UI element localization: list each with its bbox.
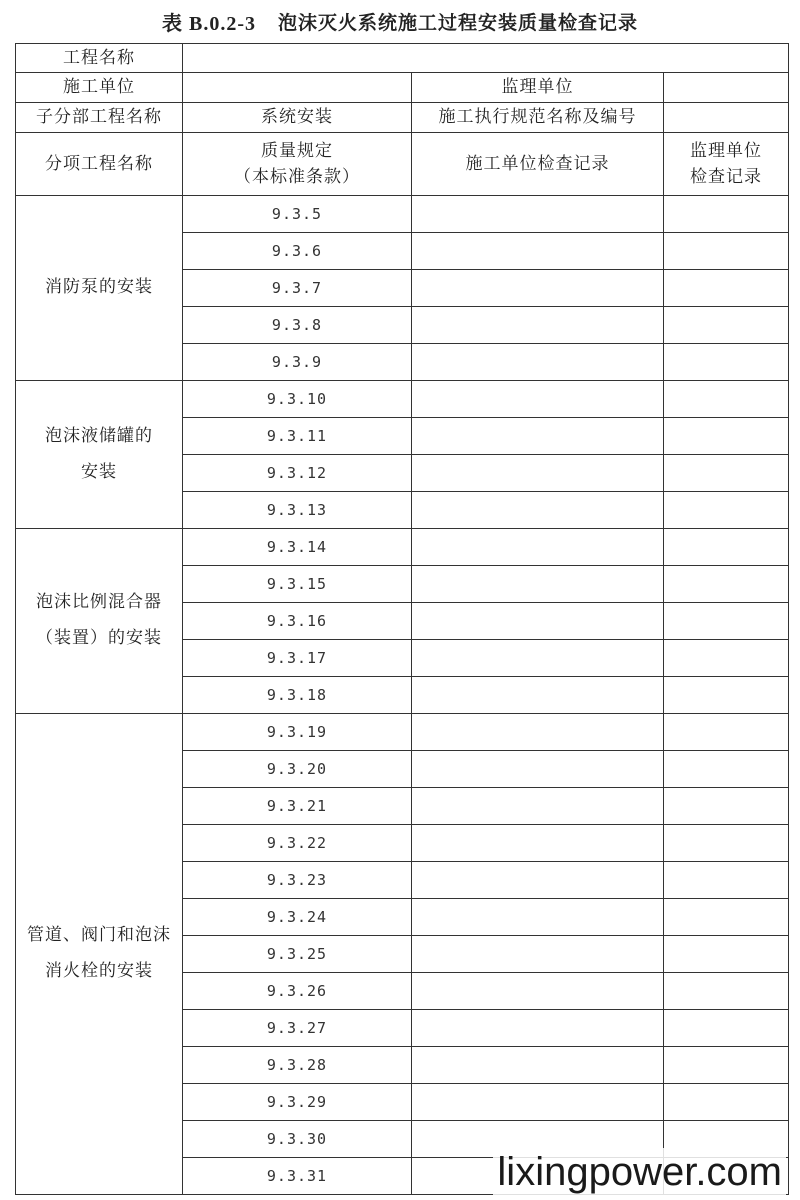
item-name-cell bbox=[16, 529, 183, 714]
clause-number: 9.3.24 bbox=[183, 899, 412, 936]
construction-record-cell[interactable] bbox=[412, 714, 664, 751]
clause-number: 9.3.19 bbox=[183, 714, 412, 751]
project-name-row bbox=[16, 44, 789, 73]
table-title-text: 泡沫灭火系统施工过程安装质量检查记录 bbox=[277, 11, 638, 34]
supervision-record-cell[interactable] bbox=[664, 936, 789, 973]
clause-number: 9.3.15 bbox=[183, 566, 412, 603]
item-name-line: 泡沫液储罐的 bbox=[45, 425, 153, 446]
construction-record-cell[interactable] bbox=[412, 1010, 664, 1047]
construction-record-cell[interactable] bbox=[412, 640, 664, 677]
table-body bbox=[16, 44, 789, 1195]
item-name-cell bbox=[16, 714, 183, 1195]
clause-number: 9.3.31 bbox=[183, 1158, 412, 1195]
site-watermark: lixingpower.com bbox=[493, 1148, 786, 1196]
clause-number: 9.3.8 bbox=[183, 307, 412, 344]
construction-record-cell[interactable] bbox=[412, 936, 664, 973]
construction-record-cell[interactable] bbox=[412, 233, 664, 270]
supervision-record-cell[interactable] bbox=[664, 307, 789, 344]
supervision-record-cell[interactable] bbox=[664, 492, 789, 529]
item-name-cell bbox=[16, 381, 183, 529]
supervision-record-cell[interactable] bbox=[664, 455, 789, 492]
clause-number: 9.3.17 bbox=[183, 640, 412, 677]
supervision-record-cell[interactable] bbox=[664, 233, 789, 270]
clause-number: 9.3.27 bbox=[183, 1010, 412, 1047]
clause-number: 9.3.11 bbox=[183, 418, 412, 455]
clause-row bbox=[16, 529, 789, 566]
construction-unit-field[interactable] bbox=[183, 73, 412, 103]
construction-record-cell[interactable] bbox=[412, 344, 664, 381]
supervision-record-cell[interactable] bbox=[664, 640, 789, 677]
item-name-line: （装置）的安装 bbox=[36, 628, 162, 648]
clause-number: 9.3.29 bbox=[183, 1084, 412, 1121]
construction-record-header: 施工单位检查记录 bbox=[412, 133, 664, 196]
construction-record-cell[interactable] bbox=[412, 603, 664, 640]
supervision-record-cell[interactable] bbox=[664, 825, 789, 862]
supervision-record-cell[interactable] bbox=[664, 603, 789, 640]
clause-number: 9.3.16 bbox=[183, 603, 412, 640]
supervision-record-cell[interactable] bbox=[664, 899, 789, 936]
clause-number: 9.3.23 bbox=[183, 862, 412, 899]
supervision-record-cell[interactable] bbox=[664, 862, 789, 899]
sub-project-row bbox=[16, 103, 789, 133]
clause-number: 9.3.14 bbox=[183, 529, 412, 566]
quality-rule-header-line1: 质量规定 bbox=[261, 140, 333, 161]
clause-number: 9.3.9 bbox=[183, 344, 412, 381]
item-name-line: 管道、阀门和泡沫 bbox=[27, 925, 171, 946]
item-name-line: 安装 bbox=[81, 461, 117, 482]
construction-record-cell[interactable] bbox=[412, 788, 664, 825]
construction-record-cell[interactable] bbox=[412, 1047, 664, 1084]
clause-row bbox=[16, 714, 789, 751]
clause-number: 9.3.12 bbox=[183, 455, 412, 492]
supervision-record-cell[interactable] bbox=[664, 788, 789, 825]
supervision-record-cell[interactable] bbox=[664, 1047, 789, 1084]
supervision-record-cell[interactable] bbox=[664, 529, 789, 566]
quality-rule-header-line2: （本标准条款） bbox=[234, 167, 360, 187]
construction-record-cell[interactable] bbox=[412, 455, 664, 492]
supervision-record-header-line2: 检查记录 bbox=[690, 167, 762, 187]
clause-number: 9.3.28 bbox=[183, 1047, 412, 1084]
construction-unit-label: 施工单位 bbox=[16, 73, 183, 103]
sub-project-value: 系统安装 bbox=[183, 103, 412, 133]
supervision-unit-field[interactable] bbox=[664, 73, 789, 103]
construction-record-cell[interactable] bbox=[412, 381, 664, 418]
clause-number: 9.3.6 bbox=[183, 233, 412, 270]
clause-number: 9.3.10 bbox=[183, 381, 412, 418]
clause-number: 9.3.22 bbox=[183, 825, 412, 862]
supervision-record-cell[interactable] bbox=[664, 196, 789, 233]
construction-unit-row bbox=[16, 73, 789, 103]
construction-record-cell[interactable] bbox=[412, 529, 664, 566]
supervision-record-cell[interactable] bbox=[664, 381, 789, 418]
supervision-record-cell[interactable] bbox=[664, 418, 789, 455]
construction-record-cell[interactable] bbox=[412, 418, 664, 455]
clause-number: 9.3.5 bbox=[183, 196, 412, 233]
clause-number: 9.3.13 bbox=[183, 492, 412, 529]
clause-row bbox=[16, 196, 789, 233]
supervision-record-cell[interactable] bbox=[664, 270, 789, 307]
inspection-record-table bbox=[15, 43, 789, 1195]
table-title bbox=[0, 6, 800, 36]
construction-record-cell[interactable] bbox=[412, 899, 664, 936]
construction-record-cell[interactable] bbox=[412, 566, 664, 603]
item-name-line: 消火栓的安装 bbox=[45, 961, 153, 981]
clause-number: 9.3.26 bbox=[183, 973, 412, 1010]
table-number: 表 B.0.2-3 bbox=[161, 12, 256, 35]
sub-project-label: 子分部工程名称 bbox=[16, 103, 183, 133]
clause-number: 9.3.20 bbox=[183, 751, 412, 788]
quality-rule-header bbox=[183, 133, 412, 196]
spec-field[interactable] bbox=[664, 103, 789, 133]
item-name-cell bbox=[16, 196, 183, 381]
clause-number: 9.3.25 bbox=[183, 936, 412, 973]
construction-record-cell[interactable] bbox=[412, 825, 664, 862]
project-name-field[interactable] bbox=[183, 44, 789, 73]
construction-record-cell[interactable] bbox=[412, 196, 664, 233]
construction-record-cell[interactable] bbox=[412, 751, 664, 788]
clause-number: 9.3.21 bbox=[183, 788, 412, 825]
construction-record-cell[interactable] bbox=[412, 307, 664, 344]
supervision-record-cell[interactable] bbox=[664, 1084, 789, 1121]
item-name-line: 泡沫比例混合器 bbox=[36, 592, 162, 613]
item-name-header: 分项工程名称 bbox=[16, 133, 183, 196]
supervision-record-cell[interactable] bbox=[664, 566, 789, 603]
supervision-record-cell[interactable] bbox=[664, 714, 789, 751]
supervision-record-cell[interactable] bbox=[664, 344, 789, 381]
spec-label: 施工执行规范名称及编号 bbox=[412, 103, 664, 133]
clause-number: 9.3.7 bbox=[183, 270, 412, 307]
construction-record-cell[interactable] bbox=[412, 492, 664, 529]
supervision-record-header-line1: 监理单位 bbox=[690, 140, 762, 161]
construction-record-cell[interactable] bbox=[412, 1084, 664, 1121]
construction-record-cell[interactable] bbox=[412, 677, 664, 714]
supervision-record-header bbox=[664, 133, 789, 196]
column-header-row bbox=[16, 133, 789, 196]
clause-number: 9.3.18 bbox=[183, 677, 412, 714]
supervision-unit-label: 监理单位 bbox=[412, 73, 664, 103]
supervision-record-cell[interactable] bbox=[664, 677, 789, 714]
construction-record-cell[interactable] bbox=[412, 270, 664, 307]
clause-row bbox=[16, 381, 789, 418]
supervision-record-cell[interactable] bbox=[664, 1010, 789, 1047]
construction-record-cell[interactable] bbox=[412, 973, 664, 1010]
construction-record-cell[interactable] bbox=[412, 862, 664, 899]
project-name-label: 工程名称 bbox=[16, 44, 183, 73]
supervision-record-cell[interactable] bbox=[664, 973, 789, 1010]
clause-number: 9.3.30 bbox=[183, 1121, 412, 1158]
item-name-line: 消防泵的安装 bbox=[45, 277, 153, 298]
supervision-record-cell[interactable] bbox=[664, 751, 789, 788]
